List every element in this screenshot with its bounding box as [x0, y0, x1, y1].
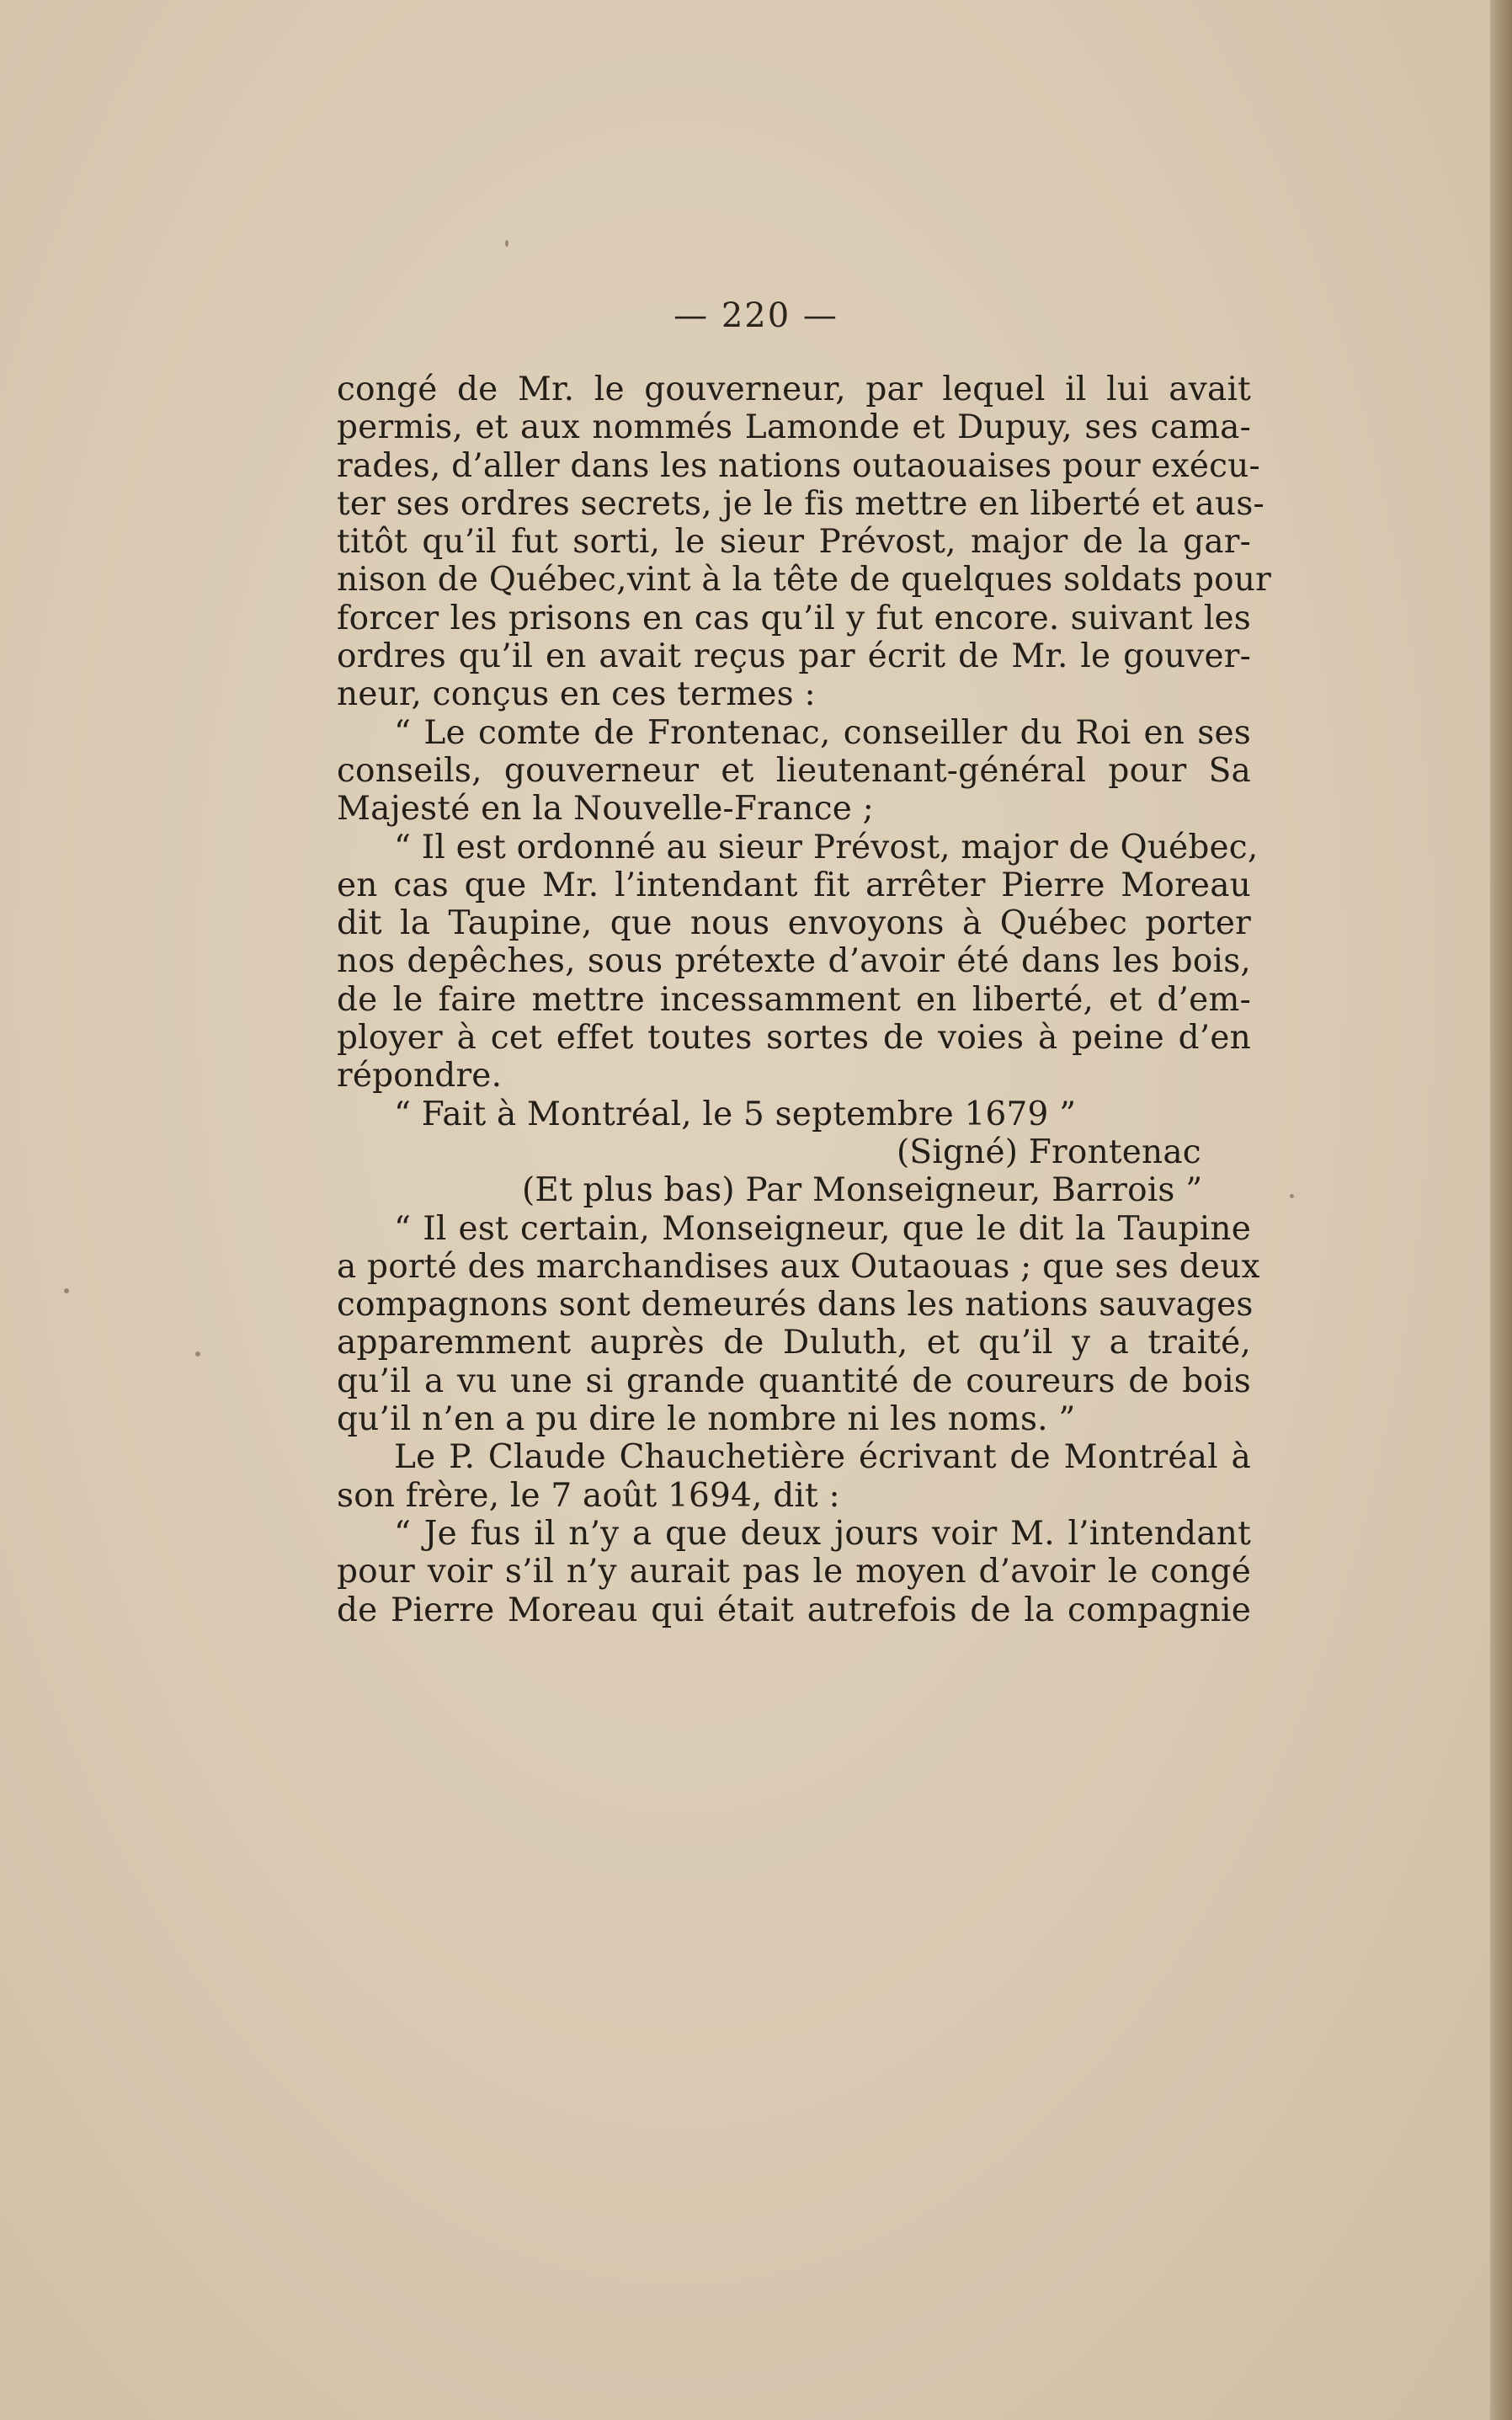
- text-line: nos depêches, sous prétexte d’avoir été dans les bois,: [337, 942, 1251, 981]
- paper-speck: [505, 240, 508, 247]
- countersignature-line: (Et plus bas) Par Monseigneur, Barrois ”: [522, 1171, 1203, 1210]
- text-line: ordres qu’il en avait reçus par écrit de Mr. le gouver-: [337, 637, 1251, 676]
- body-text: [337, 370, 1271, 1629]
- text-line: apparemment auprès de Duluth, et qu’il y a traité,: [337, 1324, 1251, 1362]
- page-edge-shadow: [1490, 0, 1512, 2420]
- text-line: “ Il est ordonné au sieur Prévost, major de Québec,: [394, 828, 1259, 866]
- text-line: congé de Mr. le gouverneur, par lequel il lui avait: [337, 370, 1251, 408]
- text-line: son frère, le 7 août 1694, dit :: [337, 1476, 840, 1515]
- text-line: nison de Québec,vint à la tête de quelques soldats pour: [337, 561, 1271, 600]
- text-line: qu’il n’en a pu dire le nombre ni les noms. ”: [337, 1400, 1076, 1439]
- text-line: conseils, gouverneur et lieutenant-général pour Sa: [337, 751, 1251, 790]
- text-line: “ Fait à Montréal, le 5 septembre 1679 ”: [394, 1095, 1077, 1133]
- text-line: Le P. Claude Chauchetière écrivant de Montréal à: [394, 1438, 1251, 1477]
- text-line: répondre.: [337, 1057, 503, 1095]
- paper-speck: [64, 1288, 69, 1293]
- text-line: titôt qu’il fut sorti, le sieur Prévost, major de la gar-: [337, 523, 1251, 562]
- text-line: ter ses ordres secrets, je le fis mettre en liberté et aus-: [337, 484, 1264, 523]
- text-line: “ Le comte de Frontenac, conseiller du Roi en ses: [394, 713, 1251, 752]
- text-line: permis, et aux nommés Lamonde et Dupuy, ses cama-: [337, 408, 1251, 447]
- text-line: “ Il est certain, Monseigneur, que le dit la Taupine: [394, 1209, 1251, 1248]
- text-line: rades, d’aller dans les nations outaouaises pour exécu-: [337, 446, 1260, 485]
- text-line: en cas que Mr. l’intendant fit arrêter Pierre Moreau: [337, 866, 1251, 904]
- text-line: a porté des marchandises aux Outaouas ; que ses deux: [337, 1247, 1260, 1286]
- text-line: ployer à cet effet toutes sortes de voies à peine d’en: [337, 1019, 1251, 1058]
- text-line: de Pierre Moreau qui était autrefois de la compagnie: [337, 1591, 1251, 1629]
- text-line: pour voir s’il n’y aurait pas le moyen d’avoir le congé: [337, 1553, 1251, 1591]
- signature-line: (Signé) Frontenac: [897, 1133, 1201, 1171]
- text-line: Majesté en la Nouvelle-France ;: [337, 790, 875, 829]
- text-line: forcer les prisons en cas qu’il y fut encore. suivant les: [337, 599, 1251, 637]
- text-line: neur, conçus en ces termes :: [337, 675, 816, 714]
- text-line: dit la Taupine, que nous envoyons à Québec porter: [337, 904, 1251, 943]
- text-line: qu’il a vu une si grande quantité de coureurs de bois: [337, 1362, 1251, 1400]
- text-line: de le faire mettre incessamment en liberté, et d’em-: [337, 980, 1251, 1019]
- paper-speck: [1290, 1194, 1294, 1198]
- text-line: “ Je fus il n’y a que deux jours voir M. l’intendant: [394, 1514, 1251, 1553]
- text-line: compagnons sont demeurés dans les nations sauvages: [337, 1286, 1254, 1325]
- page-number: — 220 —: [673, 296, 839, 335]
- paper-speck: [195, 1351, 200, 1357]
